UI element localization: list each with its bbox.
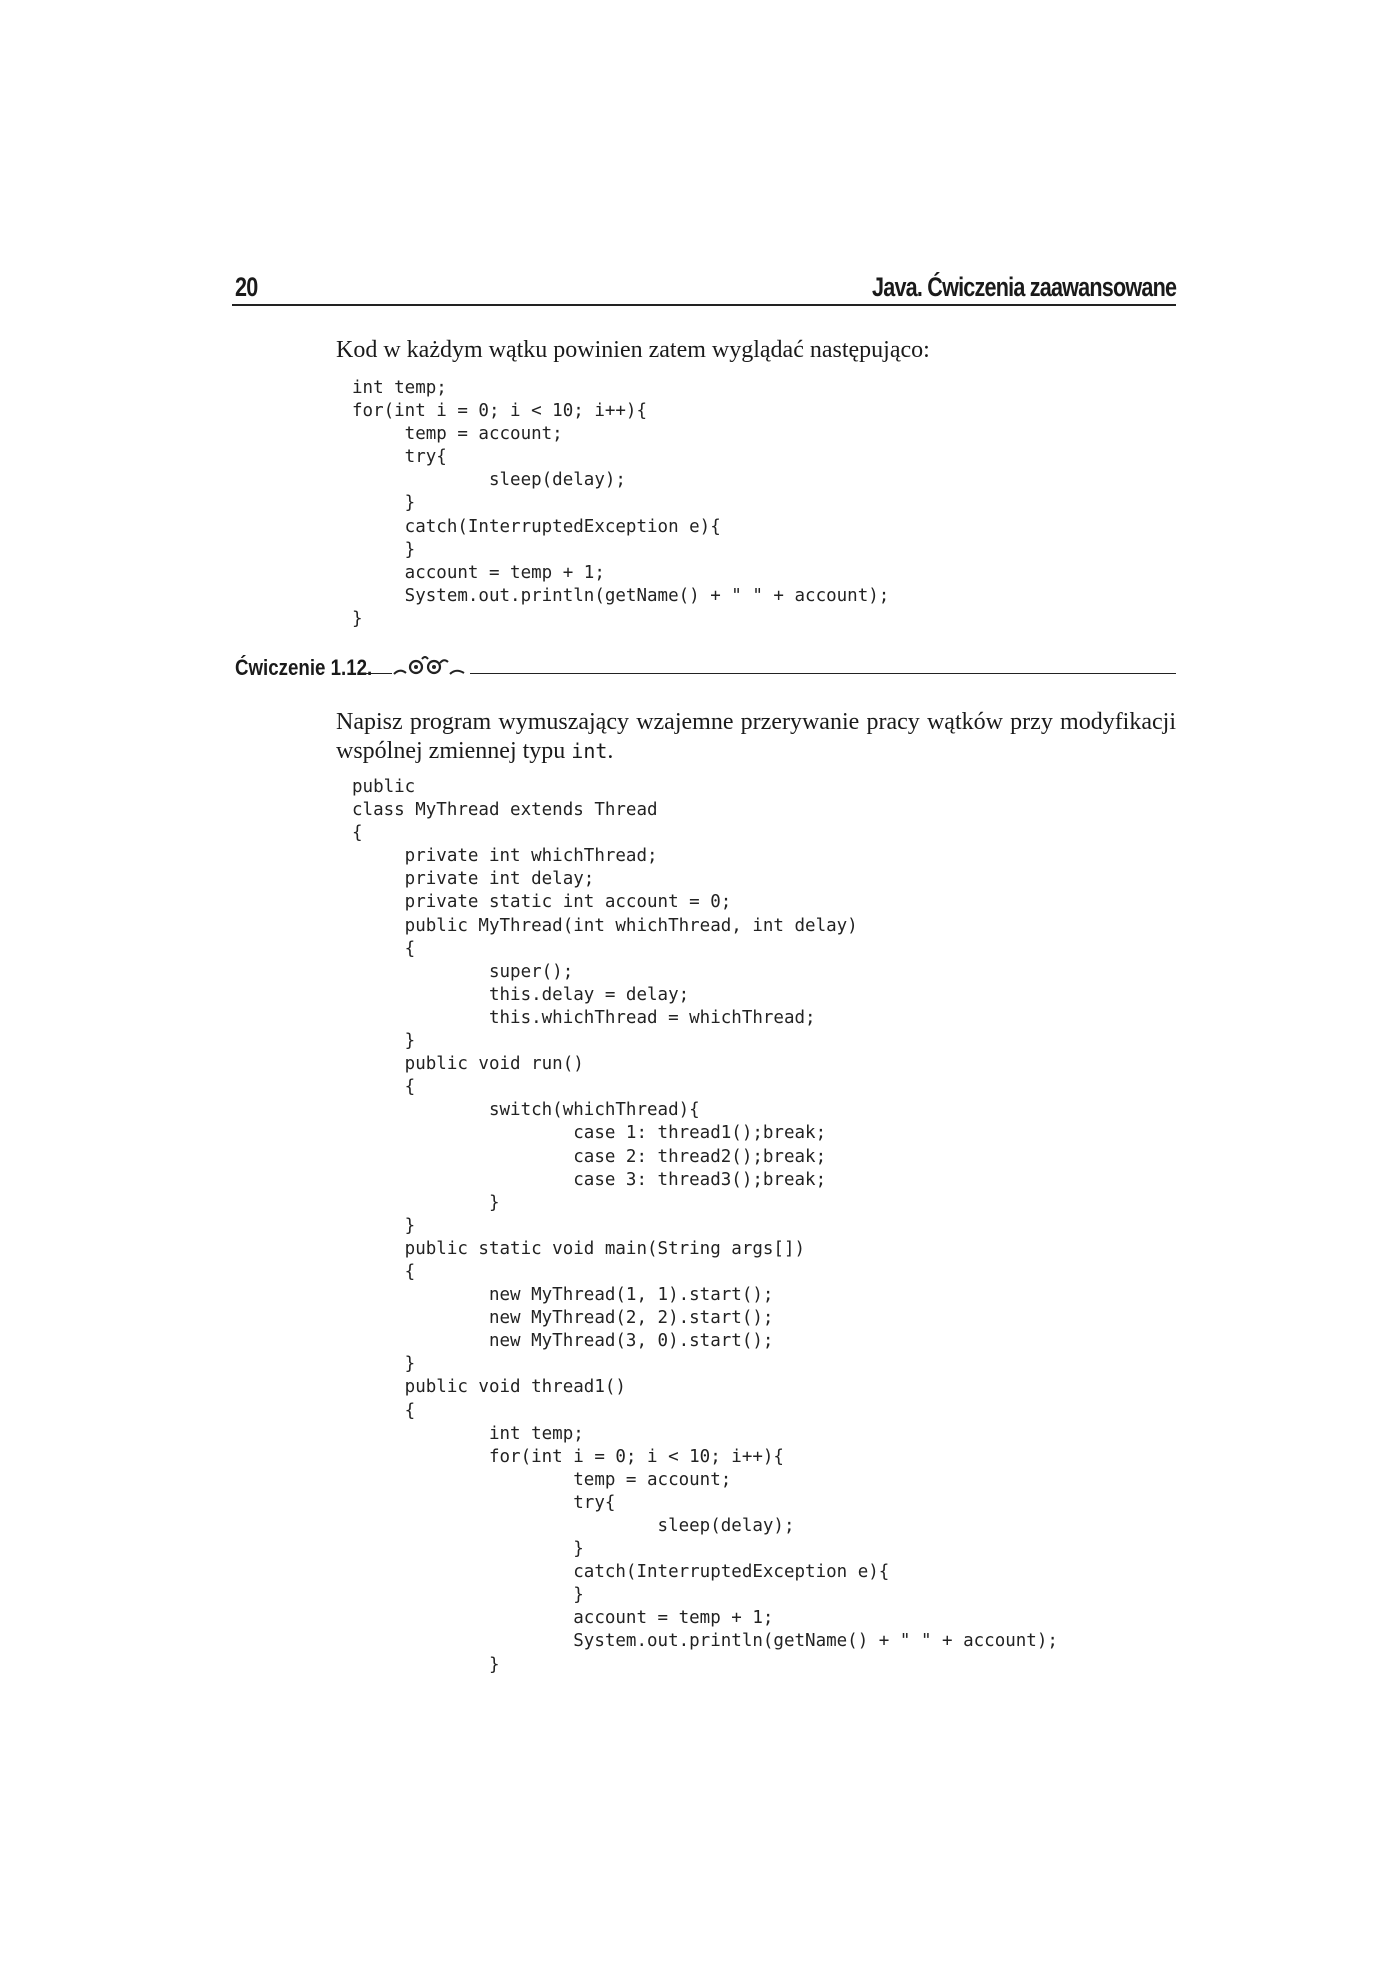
running-title: Java. Ćwiczenia zaawansowane [871, 272, 1176, 302]
exercise-text-main: Napisz program wymuszający wzajemne przerywanie pracy wątków przy modyfikacji wspólnej zmiennej typu [336, 709, 1176, 764]
header-rule [232, 304, 1176, 306]
intro-paragraph: Kod w każdym wątku powinien zatem wyglądać następująco: [336, 337, 930, 363]
exercise-inline-code: int [571, 739, 608, 763]
code-block-mythread: public class MyThread extends Thread { private int whichThread; private int delay; private static int account = 0; public MyThread(int whichThread, int delay) { super(); this.delay = delay; this.whichThread = whichThread; } public void run() { switch(whichThread){ case 1: thread1();break; case 2: thread2();break; case 3: thread3();break; } } public static void main(String args[]) { new MyThread(1, 1).start(); new MyThread(2, 2).start(); new MyThread(3, 0).start(); } public void thread1() { int temp; for(int i = 0; i < 10; i++){ temp = account; try{ sleep(delay); } catch(InterruptedException e){ } account = temp + 1; System.out.println(getName() + " " + account); } [352, 777, 1058, 1675]
exercise-text-end: . [607, 738, 614, 764]
page-number: 20 [235, 272, 258, 302]
ornament-icon [392, 654, 470, 678]
exercise-rule [364, 673, 1176, 674]
code-block-thread-loop: int temp; for(int i = 0; i < 10; i++){ temp = account; try{ sleep(delay); } catch(InterruptedException e){ } account = temp + 1; System.out.println(getName() + " " + account); } [352, 378, 890, 629]
exercise-text [336, 708, 1176, 766]
exercise-heading: Ćwiczenie 1.12. [235, 655, 373, 680]
